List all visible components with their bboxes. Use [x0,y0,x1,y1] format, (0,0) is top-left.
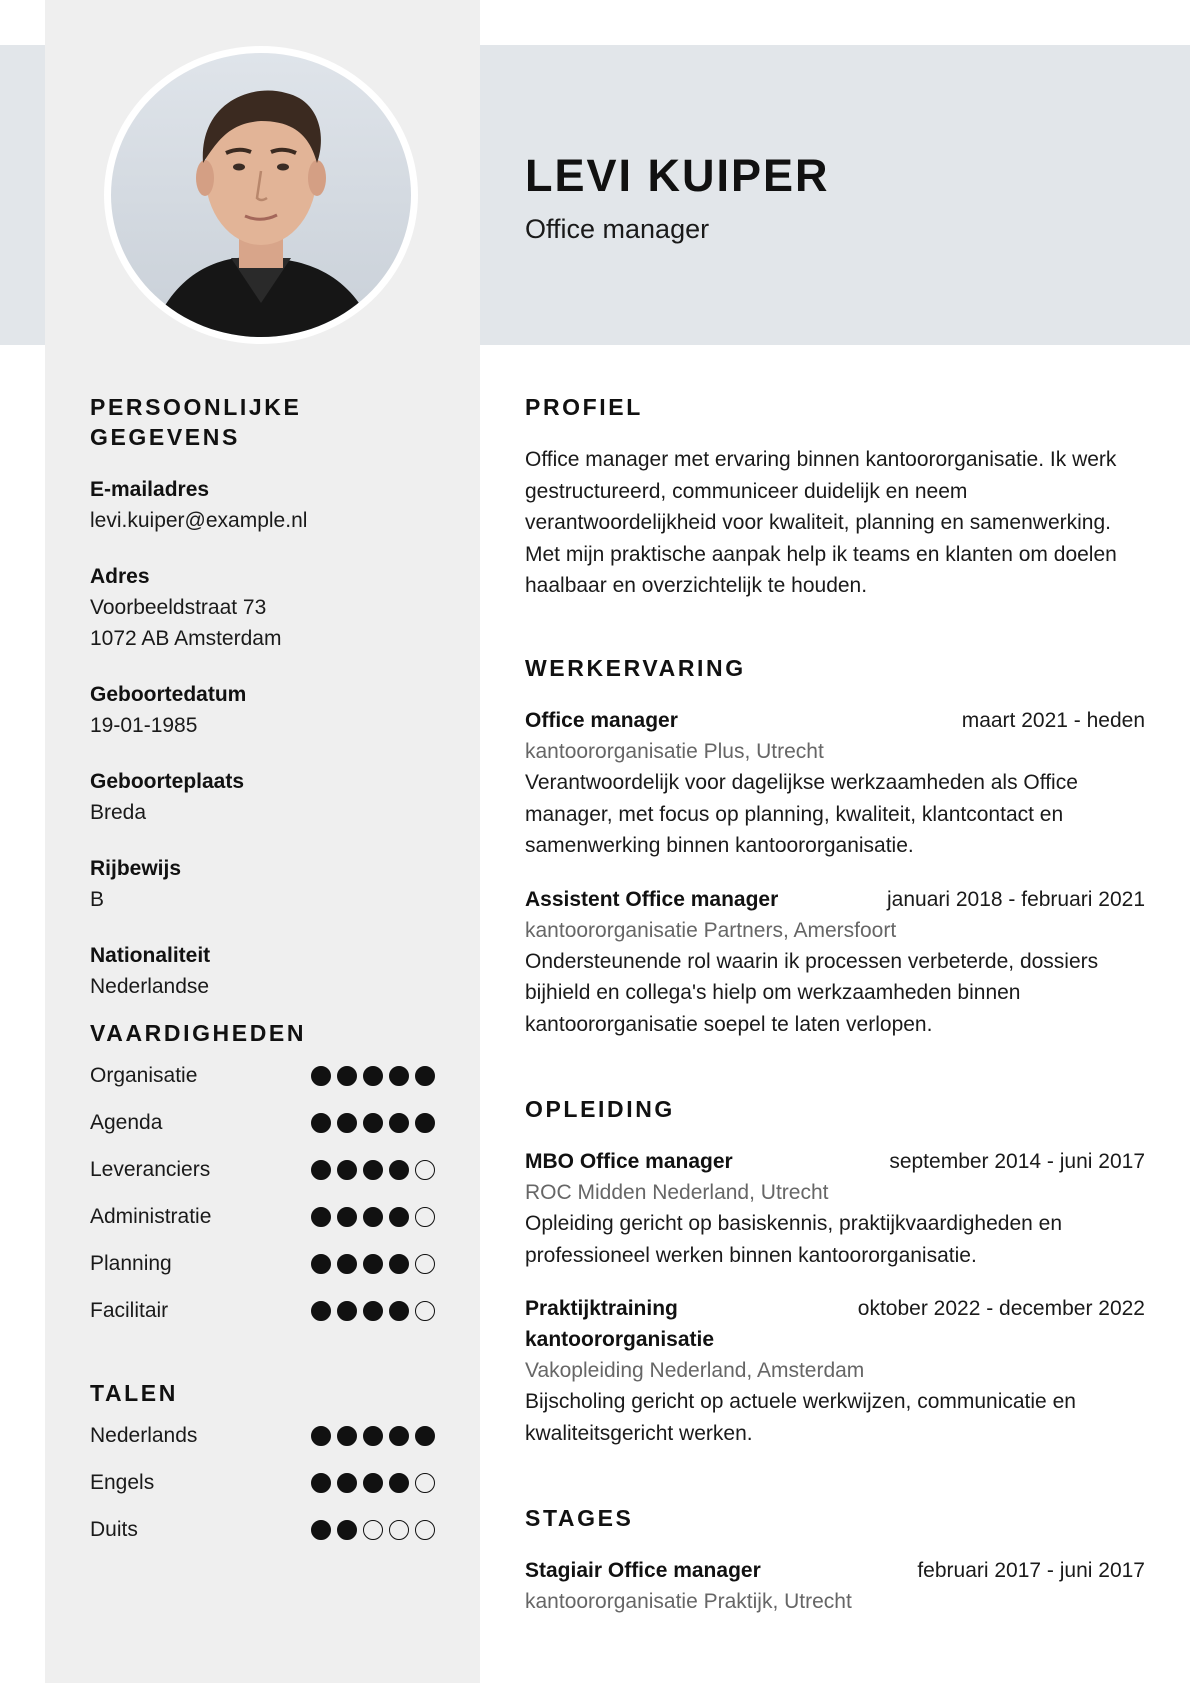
skill-label: Leveranciers [90,1157,211,1181]
filled-dot-icon [363,1113,383,1133]
filled-dot-icon [311,1301,331,1321]
experience-description: Ondersteunende rol waarin ik processen verbeterde, dossiers bijhield en collega's hielp om werkzaamheden binnen kantoororganisatie soepel te laten verlopen. [525,949,1099,1036]
email-label: E-mailadres [90,478,210,501]
skill-rating [311,1113,435,1133]
profile-text: Office manager met ervaring binnen kantoororganisatie. Ik werk gestructureerd, communiceer duidelijk en neem verantwoordelijkheid voor kwaliteit, planning en samenwerking. Met mijn praktische aanpak help ik teams en klanten om doelen haalbaar en overzichtelijk te houden. [525,448,1117,597]
language-rating [311,1473,435,1493]
filled-dot-icon [311,1113,331,1133]
filled-dot-icon [311,1254,331,1274]
education-title: Praktijktraining kantoororganisatie [525,1297,715,1351]
languages-list [90,1412,435,1553]
experience-title: Office manager [525,709,678,732]
skill-row [90,1146,435,1193]
birthplace-block [90,766,435,828]
education-list [525,1146,1145,1449]
experience-organization: kantoororganisatie Partners, Amersfoort [525,918,897,942]
skill-label: Administratie [90,1204,212,1228]
empty-dot-icon [415,1160,435,1180]
nationality-block [90,940,435,1002]
filled-dot-icon [363,1426,383,1446]
experience-section [525,653,1145,1040]
skills-list [90,1052,435,1334]
filled-dot-icon [363,1301,383,1321]
skill-row [90,1052,435,1099]
skill-row [90,1099,435,1146]
internship-title: Stagiair Office manager [525,1559,761,1582]
empty-dot-icon [415,1207,435,1227]
internships-title: STAGES [525,1505,634,1531]
address-block [90,561,435,654]
skill-rating [311,1160,435,1180]
filled-dot-icon [337,1066,357,1086]
filled-dot-icon [311,1473,331,1493]
skill-rating [311,1066,435,1086]
filled-dot-icon [337,1473,357,1493]
name-block [525,148,1145,246]
empty-dot-icon [415,1520,435,1540]
filled-dot-icon [337,1207,357,1227]
filled-dot-icon [311,1426,331,1446]
skill-rating [311,1254,435,1274]
filled-dot-icon [363,1066,383,1086]
skill-row [90,1193,435,1240]
license-label: Rijbewijs [90,857,182,880]
empty-dot-icon [363,1520,383,1540]
address-label: Adres [90,565,150,588]
education-organization: ROC Midden Nederland, Utrecht [525,1181,829,1204]
skills-section [90,1018,435,1334]
filled-dot-icon [363,1473,383,1493]
profile-photo [104,46,418,344]
license-block [90,853,435,915]
nationality-label: Nationaliteit [90,944,211,967]
filled-dot-icon [337,1520,357,1540]
profile-title: PROFIEL [525,394,643,420]
skill-label: Agenda [90,1110,163,1134]
language-rating [311,1520,435,1540]
birthdate-value: 19-01-1985 [90,714,198,737]
language-rating [311,1426,435,1446]
filled-dot-icon [337,1254,357,1274]
internships-section [525,1503,1145,1617]
filled-dot-icon [389,1473,409,1493]
address-line2: 1072 AB Amsterdam [90,627,282,650]
filled-dot-icon [363,1160,383,1180]
education-entry [525,1293,1145,1449]
language-row [90,1506,435,1553]
empty-dot-icon [415,1301,435,1321]
filled-dot-icon [311,1207,331,1227]
language-row [90,1412,435,1459]
filled-dot-icon [311,1160,331,1180]
language-label: Engels [90,1470,155,1494]
filled-dot-icon [311,1066,331,1086]
language-row [90,1459,435,1506]
skills-title: VAARDIGHEDEN [90,1020,307,1046]
experience-date: januari 2018 - februari 2021 [886,887,1145,911]
person-name: LEVI KUIPER [525,150,830,201]
experience-entry [525,705,1145,862]
experience-entry [525,884,1145,1041]
personal-details-title: PERSOONLIJKE GEGEVENS [90,394,302,450]
birthdate-block [90,679,435,741]
experience-title: WERKERVARING [525,655,746,681]
empty-dot-icon [415,1473,435,1493]
empty-dot-icon [415,1254,435,1274]
filled-dot-icon [415,1426,435,1446]
filled-dot-icon [337,1301,357,1321]
filled-dot-icon [363,1254,383,1274]
education-section [525,1094,1145,1449]
filled-dot-icon [415,1113,435,1133]
filled-dot-icon [389,1160,409,1180]
experience-organization: kantoororganisatie Plus, Utrecht [525,740,824,763]
language-label: Nederlands [90,1423,198,1447]
address-line1: Voorbeeldstraat 73 [90,596,267,619]
filled-dot-icon [415,1066,435,1086]
filled-dot-icon [337,1160,357,1180]
internship-date: februari 2017 - juni 2017 [917,1559,1145,1582]
education-title: MBO Office manager [525,1150,733,1173]
profile-section [525,392,1145,602]
filled-dot-icon [389,1113,409,1133]
internship-entry [525,1555,1145,1617]
email-block [90,474,435,536]
filled-dot-icon [311,1520,331,1540]
empty-dot-icon [389,1520,409,1540]
education-description: Opleiding gericht op basiskennis, praktijkvaardigheden en professioneel werken binnen kantoororganisatie. [525,1212,1062,1267]
filled-dot-icon [337,1426,357,1446]
filled-dot-icon [389,1426,409,1446]
education-date: september 2014 - juni 2017 [889,1150,1145,1173]
job-title: Office manager [525,214,710,244]
internships-list [525,1555,1145,1617]
filled-dot-icon [389,1301,409,1321]
license-value: B [90,888,105,911]
experience-date: maart 2021 - heden [961,709,1145,732]
filled-dot-icon [389,1207,409,1227]
skill-label: Facilitair [90,1298,169,1322]
experience-list [525,705,1145,1040]
languages-title: TALEN [90,1380,178,1406]
skill-label: Organisatie [90,1063,198,1087]
filled-dot-icon [389,1066,409,1086]
filled-dot-icon [389,1254,409,1274]
skill-row [90,1287,435,1334]
filled-dot-icon [363,1207,383,1227]
education-date: oktober 2022 - december 2022 [857,1297,1145,1320]
education-entry [525,1146,1145,1271]
birthdate-label: Geboortedatum [90,683,247,706]
languages-section [90,1378,435,1553]
education-title: OPLEIDING [525,1096,675,1122]
nationality-value: Nederlandse [90,975,210,998]
portrait-image [111,53,411,337]
internship-organization: kantoororganisatie Praktijk, Utrecht [525,1590,852,1613]
personal-details-section [90,392,435,1002]
skill-rating [311,1207,435,1227]
skill-label: Planning [90,1251,172,1275]
birthplace-label: Geboorteplaats [90,770,245,793]
experience-description: Verantwoordelijk voor dagelijkse werkzaamheden als Office manager, met focus op planning, kwaliteit, klantcontact en samenwerking binnen kantoororganisatie. [525,771,1078,857]
language-label: Duits [90,1517,138,1541]
skill-row [90,1240,435,1287]
skill-rating [311,1301,435,1321]
filled-dot-icon [337,1113,357,1133]
education-organization: Vakopleiding Nederland, Amsterdam [525,1359,865,1382]
experience-title: Assistent Office manager [525,887,779,911]
birthplace-value: Breda [90,801,147,824]
education-description: Bijscholing gericht op actuele werkwijzen, communicatie en kwaliteitsgericht werken. [525,1390,1076,1445]
email-value: levi.kuiper@example.nl [90,509,308,532]
